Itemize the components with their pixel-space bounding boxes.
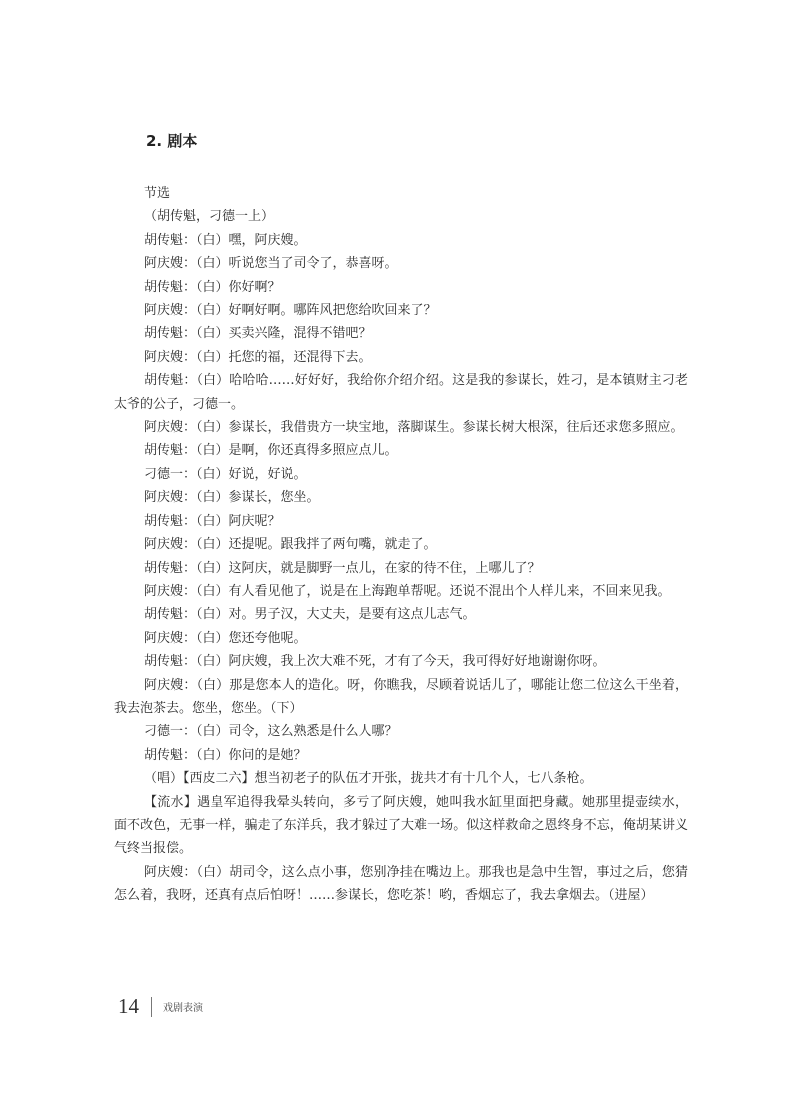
dialogue-line: 阿庆嫂：（白）还提呢。跟我拌了两句嘴，就走了。 <box>144 537 437 553</box>
dialogue-line: 阿庆嫂：（白）参谋长，您坐。 <box>144 490 320 506</box>
paragraph-excerpt-label: 节选 <box>144 186 171 201</box>
song-line: 【流水】遇皇军追得我晕头转向，多亏了阿庆嫂，她叫我水缸里面把身藏。她那里提壶续水，面不改色，无事一样，骗走了东洋兵，我才躲过了大难一场。似这样救命之恩终身不忘，俺胡某讲义气终当报偿。 <box>114 794 688 857</box>
dialogue-line: 胡传魁：（白）嘿，阿庆嫂。 <box>144 232 307 248</box>
dialogue-line: 阿庆嫂：（白）胡司令，这么点小事，您别净挂在嘴边上。那我也是急中生智，事过之后，您猜怎么着，我呀，还真有点后怕呀！……参谋长，您吃茶！哟，香烟忘了，我去拿烟去。（进屋） <box>114 864 688 904</box>
section-heading: 2. 剧本 <box>146 132 198 150</box>
dialogue-line: 刁德一：（白）好说，好说。 <box>144 466 307 482</box>
dialogue-line: 阿庆嫂：（白）参谋长，我借贵方一块宝地，落脚谋生。参谋长树大根深，往后还求您多照应。 <box>144 420 684 436</box>
dialogue-line: 阿庆嫂：（白）您还夸他呢。 <box>144 630 307 646</box>
dialogue-line: 胡传魁：（白）对。男子汉，大丈夫，是要有这点儿志气。 <box>144 607 476 623</box>
dialogue-line: 阿庆嫂：（白）好啊好啊。哪阵风把您给吹回来了？ <box>144 303 437 319</box>
stage-direction: （胡传魁，刁德一上） <box>144 209 275 225</box>
dialogue-line: 胡传魁：（白）阿庆嫂，我上次大难不死，才有了今天，我可得好好地谢谢你呀。 <box>144 654 606 670</box>
page-number: 14 <box>118 994 139 1018</box>
dialogue-line: 胡传魁：（白）是啊，你还真得多照应点儿。 <box>144 443 398 459</box>
script-text <box>114 182 688 908</box>
page-footer <box>118 994 203 1019</box>
dialogue-line: 胡传魁：（白）你问的是她？ <box>144 747 307 763</box>
dialogue-line: 胡传魁：（白）这阿庆，就是脚野一点儿，在家的待不住，上哪儿了？ <box>144 560 541 576</box>
dialogue-line: 胡传魁：（白）阿庆呢？ <box>144 513 281 529</box>
song-line: （唱）【西皮二六】想当初老子的队伍才开张，拢共才有十几个人，七八条枪。 <box>144 771 593 787</box>
dialogue-line: 胡传魁：（白）你好啊？ <box>144 279 281 295</box>
dialogue-line: 阿庆嫂：（白）听说您当了司令了，恭喜呀。 <box>144 256 398 272</box>
book-title: 戏剧表演 <box>163 1003 203 1014</box>
dialogue-line: 阿庆嫂：（白）托您的福，还混得下去。 <box>144 349 372 365</box>
dialogue-line: 胡传魁：（白）买卖兴隆，混得不错吧？ <box>144 326 372 342</box>
footer-divider <box>151 997 152 1017</box>
dialogue-line: 阿庆嫂：（白）有人看见他了，说是在上海跑单帮呢。还说不混出个人样儿来，不回来见我。 <box>144 583 671 599</box>
dialogue-line: 刁德一：（白）司令，这么熟悉是什么人哪？ <box>144 724 398 740</box>
dialogue-line: 阿庆嫂：（白）那是您本人的造化。呀，你瞧我，尽顾着说话儿了，哪能让您二位这么干坐着，我去泡茶去。您坐，您坐。（下） <box>114 677 688 716</box>
dialogue-line: 胡传魁：（白）哈哈哈……好好好，我给你介绍介绍。这是我的参谋长，姓刁，是本镇财主刁老太爷的公子，刁德一。 <box>114 373 688 412</box>
